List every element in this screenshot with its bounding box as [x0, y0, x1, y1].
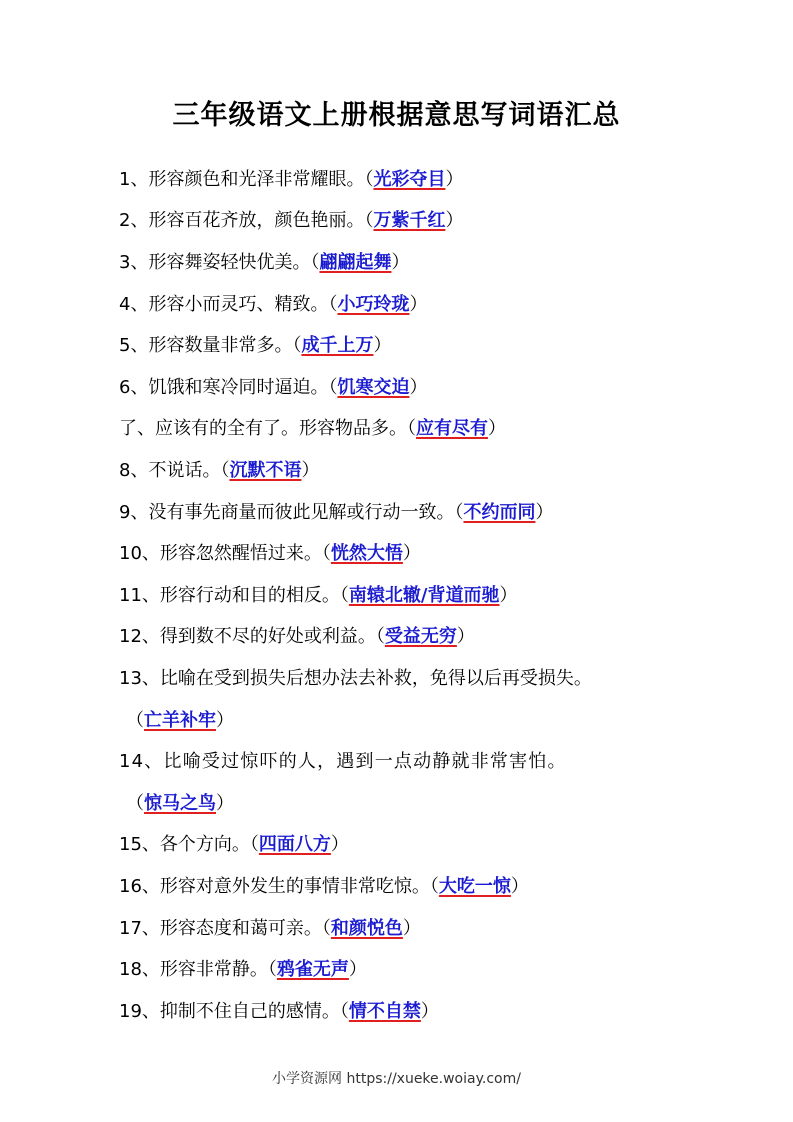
- page-title: 三年级语文上册根据意思写词语汇总: [172, 100, 621, 131]
- closing-bracket: ）: [301, 460, 320, 481]
- answer-text: 南辕北辙/背道而驰: [348, 585, 500, 606]
- list-item: [119, 250, 409, 276]
- list-item: [119, 541, 421, 567]
- list-item: [119, 167, 463, 193]
- list-item: [119, 624, 475, 650]
- question-text: 5、形容数量非常多。（: [119, 335, 302, 356]
- opening-bracket: （: [126, 793, 144, 814]
- question-text: 11、形容行动和目的相反。（: [119, 585, 349, 606]
- footer-source: 小学资源网 https://xueke.woiay.com/: [272, 1071, 521, 1087]
- list-item: [119, 874, 529, 900]
- answer-text: 恍然大悟: [330, 543, 403, 564]
- list-item-continuation: [126, 708, 234, 734]
- question-text: 16、形容对意外发生的事情非常吃惊。（: [119, 876, 439, 897]
- list-item: [119, 832, 349, 858]
- question-text: 4、形容小而灵巧、精致。（: [119, 294, 338, 315]
- list-item: [119, 957, 367, 983]
- answer-text: 饥寒交迫: [337, 377, 410, 398]
- list-item: [119, 208, 463, 234]
- closing-bracket: ）: [535, 502, 554, 523]
- question-text: 18、形容非常静。（: [119, 959, 277, 980]
- closing-bracket: ）: [409, 377, 428, 398]
- opening-bracket: （: [126, 710, 144, 731]
- question-text: 了、应该有的全有了。形容物品多。（: [119, 418, 416, 439]
- answer-text: 小巧玲珑: [337, 294, 410, 315]
- closing-bracket: ）: [488, 418, 506, 439]
- list-item: [119, 666, 592, 692]
- answer-text: 万紫千红: [373, 210, 446, 231]
- list-item: [119, 916, 421, 942]
- answer-text: 四面八方: [258, 834, 331, 855]
- closing-bracket: ）: [445, 210, 464, 231]
- question-text: 13、比喻在受到损失后想办法去补救，免得以后再受损失。: [119, 668, 592, 689]
- answer-text: 沉默不语: [229, 460, 302, 481]
- question-text: 14、比喻受过惊吓的人，遇到一点动静就非常害怕。: [119, 751, 567, 772]
- answer-text: 大吃一惊: [438, 876, 511, 897]
- closing-bracket: ）: [456, 626, 475, 647]
- answer-text: 不约而同: [463, 502, 536, 523]
- answer-text: 受益无穷: [384, 626, 457, 647]
- question-text: 2、形容百花齐放，颜色艳丽。（: [119, 210, 374, 231]
- answer-text: 和颜悦色: [330, 918, 403, 939]
- question-text: 1、形容颜色和光泽非常耀眼。（: [119, 169, 374, 190]
- closing-bracket: ）: [373, 335, 392, 356]
- question-text: 17、形容态度和蔼可亲。（: [119, 918, 331, 939]
- question-text: 15、各个方向。（: [119, 834, 259, 855]
- closing-bracket: ）: [348, 959, 367, 980]
- question-text: 9、没有事先商量而彼此见解或行动一致。（: [119, 502, 464, 523]
- list-item-continuation: [126, 791, 234, 817]
- answer-text: 亡羊补牢: [144, 710, 216, 731]
- list-item: [119, 458, 319, 484]
- answer-text: 光彩夺目: [373, 169, 446, 190]
- closing-bracket: ）: [330, 834, 349, 855]
- answer-text: 情不自禁: [348, 1001, 421, 1022]
- list-item: [119, 375, 427, 401]
- question-text: 8、不说话。（: [119, 460, 230, 481]
- question-text: 19、抑制不住自己的感情。（: [119, 1001, 349, 1022]
- answer-text: 翩翩起舞: [319, 252, 392, 273]
- closing-bracket: ）: [402, 918, 421, 939]
- answer-text: 成千上万: [301, 335, 374, 356]
- closing-bracket: ）: [510, 876, 529, 897]
- answer-text: 应有尽有: [416, 418, 488, 439]
- closing-bracket: ）: [499, 585, 518, 606]
- closing-bracket: ）: [420, 1001, 439, 1022]
- list-item: [119, 333, 391, 359]
- list-item: [119, 500, 553, 526]
- closing-bracket: ）: [391, 252, 410, 273]
- answer-text: 鸦雀无声: [276, 959, 349, 980]
- question-text: 10、形容忽然醒悟过来。（: [119, 543, 331, 564]
- closing-bracket: ）: [216, 710, 234, 731]
- list-item: [119, 416, 506, 442]
- list-item: [119, 999, 439, 1025]
- closing-bracket: ）: [402, 543, 421, 564]
- answer-text: 惊马之鸟: [144, 793, 216, 814]
- list-item: [119, 583, 517, 609]
- closing-bracket: ）: [216, 793, 234, 814]
- question-text: 12、得到数不尽的好处或利益。（: [119, 626, 385, 647]
- question-text: 6、饥饿和寒冷同时逼迫。（: [119, 377, 338, 398]
- list-item: [119, 749, 567, 775]
- list-item: [119, 292, 427, 318]
- question-text: 3、形容舞姿轻快优美。（: [119, 252, 320, 273]
- closing-bracket: ）: [409, 294, 428, 315]
- closing-bracket: ）: [445, 169, 464, 190]
